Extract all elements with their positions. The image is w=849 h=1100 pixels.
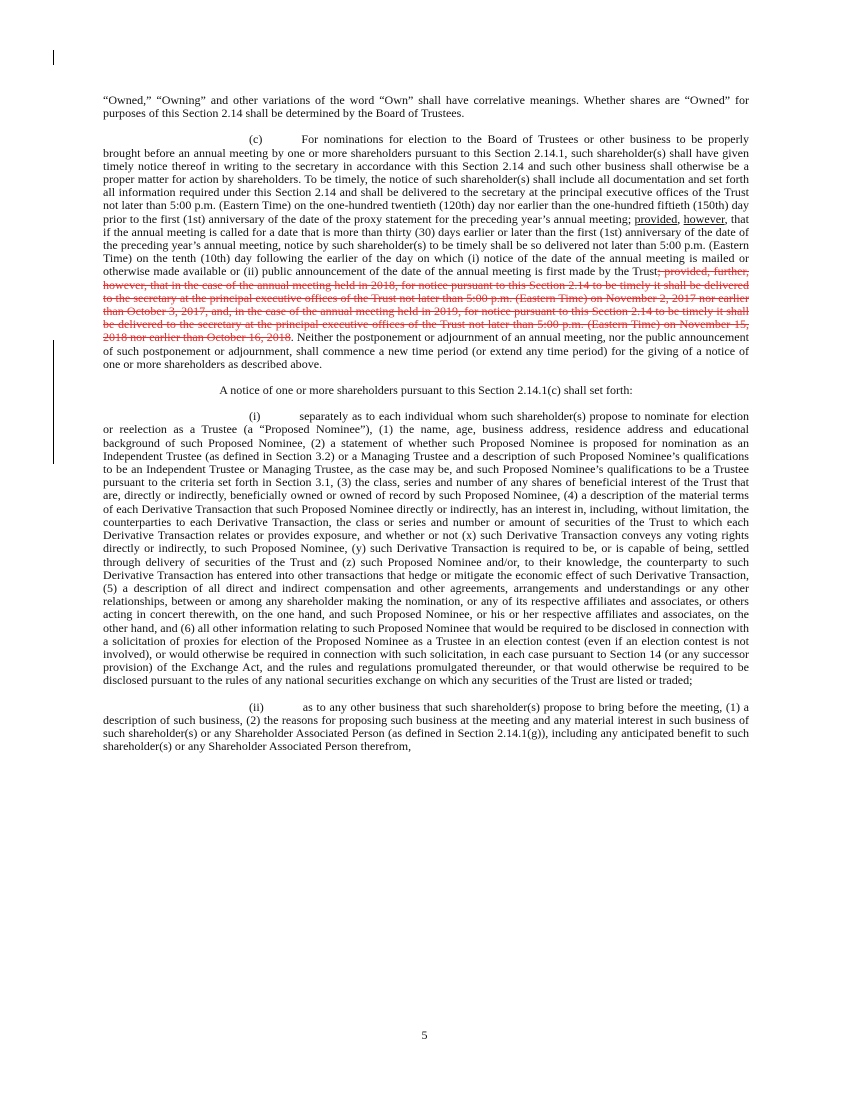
paragraph-c-text-c: . Neither the postponement or adjournment of an annual meeting, nor the public announcement of such postponement or adjournment, shall commence a new time period (or extend any time period) for the giving of a notice of one or more shareholders as described above. (103, 330, 749, 371)
term-however: however (683, 211, 725, 226)
paragraph-c-timely-notice (103, 133, 749, 371)
text-cursor (53, 50, 54, 65)
comma: , (677, 211, 684, 226)
paragraph-notice-shall-set-forth: A notice of one or more shareholders pursuant to this Section 2.14.1(c) shall set forth: (219, 383, 633, 398)
clause-marker-i: (i) (249, 409, 261, 424)
term-provided: provided (634, 211, 678, 226)
paragraph-ii-other-business (103, 701, 749, 754)
clause-marker-ii: (ii) (249, 699, 264, 714)
paragraph-ii-text: as to any other business that such shareholder(s) propose to bring before the meeting, (1) a description of such business, (2) the reasons for proposing such business at the meeting and any material interest in such business of such shareholder(s) or any Shareholder Associated Person (as defined in Section 2.14.1(g)), including any anticipated benefit to such shareholder(s) or any Shareholder Associated Person therefrom, (103, 699, 749, 754)
paragraph-i-text: separately as to each individual whom such shareholder(s) propose to nominate for election or reelection as a Trustee (a “Proposed Nominee”), (1) the name, age, business address, residence address and educational background of such Proposed Nominee, (2) a statement of whether such Proposed Nominee is proposed for nomination as an Independent Trustee (as defined in Section 3.2) or a Managing Trustee and a description of such Proposed Nominee’s qualifications to be an Independent Trustee or Managing Trustee, as the case may be, and such Proposed Nominee’s qualifications to be a Trustee pursuant to the criteria set forth in Section 3.1, (3) the class, series and number of any shares of beneficial interest of the Trust that are, directly or indirectly, beneficially owned or owned of record by such Proposed Nominee, (4) a description of the material terms of each Derivative Transaction that such Proposed Nominee directly or indirectly, has an interest in, including, without limitation, the counterparties to each Derivative Transaction, the class or series and number or amount of securities of the Trust to which each Derivative Transaction relates or provides exposure, and whether or not (x) such Derivative Transaction conveys any voting rights directly or indirectly, to such Proposed Nominee, (y) such Derivative Transaction is required to be, or is capable of being, settled through delivery of securities of the Trust and (z) such Proposed Nominee and/or, to their knowledge, the counterparty to such Derivative Transaction has entered into other transactions that hedge or mitigate the economic effect of such Derivative Transaction, (5) a description of all direct and indirect compensation and other agreements, arrangements and understandings or any other relationships, between or among any shareholder making the nomination, or any of its respective affiliates and associates, or others acting in concert therewith, on the one hand, and such Proposed Nominee, or his or her respective affiliates and associates, on the other hand, and (6) all other information relating to such Proposed Nominee that would be required to be disclosed in connection with a solicitation of proxies for election of the Proposed Nominee as a Trustee in an election contest (even if an election contest is not involved), or would otherwise be required in connection with such solicitation, in each case pursuant to Section 14 (or any successor provision) of the Exchange Act, and the rules and regulations promulgated thereunder, or that would otherwise be required to be disclosed pursuant to the rules of any national securities exchange on which any securities of the Trust are listed or traded; (103, 409, 749, 688)
deleted-text-tracked-change: ; provided, further, however, that in the case of the annual meeting held in 2018, for notice pursuant to this Section 2.14 to be timely it shall be delivered to the secretary at the principal executive offices of the Trust not later than 5:00 p.m. (Eastern Time) on November 2, 2017 nor earlier than October 3, 2017, and, in the case of the annual meeting held in 2019, for notice pursuant to this Section 2.14 to be timely it shall be delivered to the secretary at the principal executive offices of the Trust not later than 5:00 p.m. (Eastern Time) on November 15, 2018 nor earlier than October 16, 2018 (103, 264, 749, 345)
paragraph-owned-definition: “Owned,” “Owning” and other variations of the word “Own” shall have correlative meanings. Whether shares are “Owned” for purposes of this Section 2.14 shall be determined by the Board of Trustees. (103, 93, 749, 121)
paragraph-c-text-a: For nominations for election to the Board of Trustees or other business to be properly brought before an annual meeting by one or more shareholders pursuant to this Section 2.14.1, such shareholder(s) shall have given timely notice thereof in writing to the secretary in accordance with this Section 2.14 and such other business shall otherwise be a proper matter for action by shareholders. To be timely, the notice of such shareholder(s) shall include all documentation and set forth all information required under this Section 2.14 and shall be delivered to the secretary at the principal executive offices of the Trust not later than 5:00 p.m. (Eastern Time) on the one-hundred twentieth (120th) day nor earlier than the one-hundred fiftieth (150th) day prior to the first (1st) anniversary of the date of the proxy statement for the preceding year’s annual meeting; (103, 132, 749, 226)
paragraph-i-proposed-nominee (103, 410, 749, 687)
clause-marker-c: (c) (249, 132, 263, 147)
paragraph-c-text-b: , that if the annual meeting is called for a date that is more than thirty (30) days earlier or later than the first (1st) anniversary of the date of the preceding year’s annual meeting, notice by such shareholder(s) to be timely shall be so delivered not later than 5:00 p.m. (Eastern Time) on the tenth (10th) day following the earlier of the day on which (i) notice of the date of the annual meeting is mailed or otherwise made available or (ii) public announcement of the date of the annual meeting is first made by the Trust (103, 211, 749, 279)
revision-change-bar (53, 340, 54, 464)
document-body (103, 94, 749, 753)
page-number: 5 (421, 1028, 428, 1042)
